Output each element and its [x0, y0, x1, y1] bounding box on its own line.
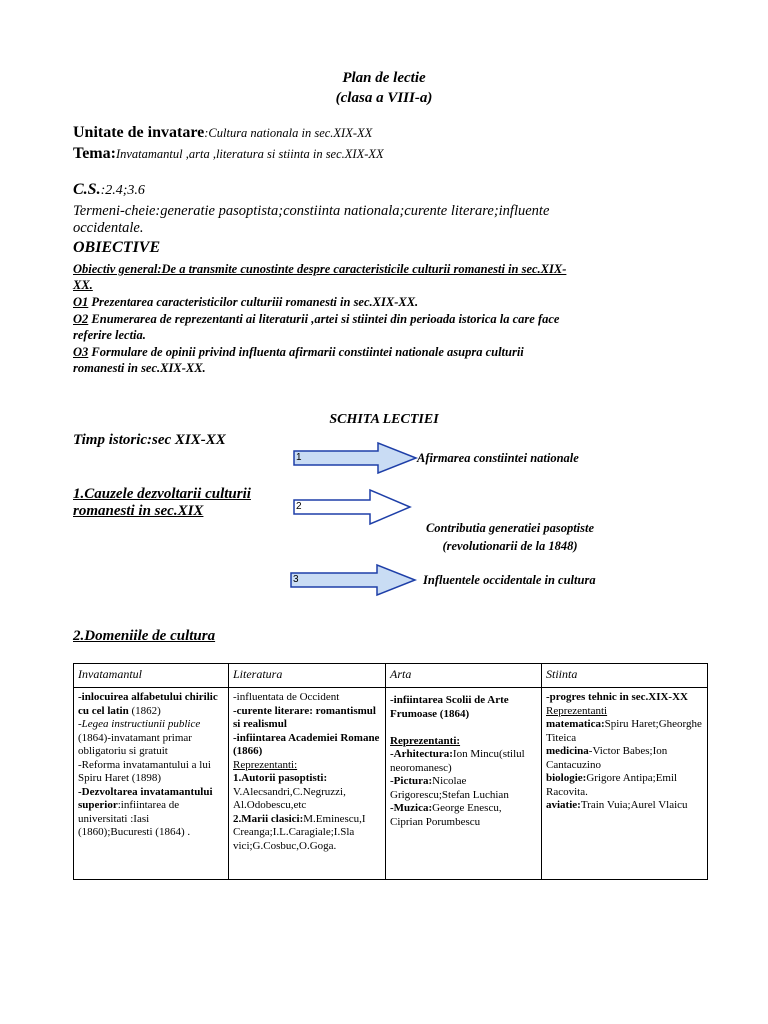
arrow-1-label: Afirmarea constiintei nationale — [417, 451, 579, 465]
page-subtitle: (clasa a VIII-a) — [335, 90, 433, 106]
arrow-1-icon — [290, 441, 420, 475]
cs-label: C.S. — [73, 181, 101, 198]
objective-o3 — [73, 344, 693, 376]
c2-clasici-names: M.Eminescu,I Creanga;I.L.Caragiale;I.Sla vici;G.Cosbuc,O.Goga. — [233, 812, 366, 852]
c3-pictura: Nicolae Grigorescu;Stefan Luchian — [390, 775, 509, 801]
c4-biologie: Grigore Antipa;Emil Racovita. — [546, 772, 678, 798]
tema-label: Tema: — [73, 145, 116, 162]
arrow-3-number: 3 — [293, 574, 299, 585]
c3-item-1: -infiintarea Scolii de Arte Frumoase (1864) — [390, 694, 509, 720]
cs-line — [73, 181, 145, 199]
termeni-line-2: occidentale. — [73, 220, 144, 236]
c1-item-1: -inlocuirea alfabetului chirilic cu cel latin — [78, 691, 218, 717]
header-arta: Arta — [386, 664, 542, 688]
c2-item-1: -influentata de Occident — [233, 691, 340, 703]
page-title: Plan de lectie — [342, 70, 426, 86]
c4-aviatie-label: aviatie: — [546, 799, 581, 811]
cell-arta — [386, 688, 542, 880]
schita-title: SCHITA LECTIEI — [329, 412, 439, 427]
o2-text-line-1: Enumerarea de reprezentanti ai literaturii ,artei si stiintei din perioada istorica la care face — [88, 312, 560, 326]
c4-biologie-label: biologie: — [546, 772, 587, 784]
objective-o2 — [73, 311, 693, 343]
o3-label: O3 — [73, 345, 89, 359]
objective-general — [73, 261, 693, 293]
termeni-line-1: Termeni-cheie:generatie pasoptista;constiinta nationala;curente literare;influente — [73, 203, 550, 219]
c2-item-2: -curente literare: romantismul si realismul — [233, 704, 376, 730]
table-row — [74, 688, 708, 880]
arrow-1-number: 1 — [296, 452, 302, 463]
c2-reprezentanti: Reprezentanti: — [233, 758, 298, 771]
arrow-3-label: Influentele occidentale in cultura — [423, 573, 596, 587]
c4-item-1: -progres tehnic in sec.XIX-XX — [546, 691, 688, 703]
header-literatura: Literatura — [229, 664, 386, 688]
c4-matematica-label: matematica: — [546, 718, 605, 730]
cs-value: :2.4;3.6 — [100, 183, 145, 198]
c1-item-2: -Legea instructiunii publice — [78, 718, 201, 730]
arrow-2-label — [350, 521, 670, 554]
c1-item-4: -Dezvoltarea invatamantului superior — [78, 785, 213, 811]
c2-autori-names: V.Alecsandri,C.Negruzzi, Al.Odobescu,etc — [233, 785, 346, 811]
arrow-2-number: 2 — [296, 501, 302, 512]
objective-o1 — [73, 294, 693, 310]
c1-item-2-text: (1864)-invatamant primar obligatoriu si gratuit — [78, 731, 192, 757]
tema-line — [73, 145, 384, 163]
c1-item-3: -Reforma invatamantului a lui Spiru Haret (1898) — [78, 758, 211, 784]
c4-medicina-label: medicina — [546, 745, 589, 757]
c3-arhitectura-label: -Arhitectura: — [390, 748, 453, 760]
unitate-label: Unitate de invatare — [73, 124, 205, 141]
objective-general-line-2: XX. — [73, 278, 93, 292]
c3-muzica-label: -Muzica: — [390, 802, 433, 814]
cauze-heading — [73, 486, 251, 520]
domenii-heading: 2.Domeniile de cultura — [73, 628, 216, 644]
cell-invatamantul — [74, 688, 229, 880]
o2-label: O2 — [73, 312, 89, 326]
o1-label: O1 — [73, 295, 89, 309]
arrow-3-icon — [287, 563, 419, 597]
header-invatamantul: Invatamantul — [74, 664, 229, 688]
arrow-2-label-line-1: Contributia generatiei pasoptiste — [425, 521, 595, 535]
c3-arhitectura: Ion Mincu(stilul neoromanesc) — [390, 748, 525, 774]
cell-stiinta — [542, 688, 708, 880]
unitate-value: :Cultura nationala in sec.XIX-XX — [204, 126, 373, 140]
cauze-line-1: 1.Cauzele dezvoltarii culturii — [73, 486, 251, 502]
cauze-line-2: romanesti in sec.XIX — [73, 503, 204, 519]
o1-text: Prezentarea caracteristicilor culturiii romanesti in sec.XIX-XX. — [88, 295, 419, 309]
c1-item-4-text: :infiintarea de universitati :Iasi (1860);Bucuresti (1864) . — [78, 799, 191, 838]
c4-reprezentanti: Reprezentanti — [546, 704, 608, 717]
c3-reprezentanti: Reprezentanti: — [390, 734, 461, 747]
c4-matematica: Spiru Haret;Gheorghe Titeica — [546, 718, 702, 744]
o3-text-line-1: Formulare de opinii privind influenta afirmarii constiintei nationale asupra culturii — [88, 345, 524, 359]
o3-text-line-2: romanesti in sec.XIX-XX. — [73, 361, 206, 375]
o2-text-line-2: referire lectia. — [73, 328, 146, 342]
unitate-line — [73, 124, 372, 142]
cell-literatura — [229, 688, 386, 880]
c3-pictura-label: -Pictura: — [390, 775, 433, 787]
c3-muzica: George Enescu, Ciprian Porumbescu — [390, 802, 502, 828]
c2-item-3: -infiintarea Academiei Romane (1866) — [233, 731, 380, 757]
objectives-heading: OBIECTIVE — [73, 239, 161, 256]
c2-autori-label: 1.Autorii pasoptisti: — [233, 772, 328, 784]
c1-item-1-year: (1862) — [128, 704, 161, 717]
timp-istoric: Timp istoric:sec XIX-XX — [73, 432, 226, 448]
header-stiinta: Stiinta — [542, 664, 708, 688]
table-header-row — [74, 664, 708, 688]
c4-medicina: -Victor Babes;Ion Cantacuzino — [546, 745, 668, 771]
domenii-table — [73, 663, 708, 880]
c2-clasici-label: 2.Marii clasici: — [233, 812, 304, 825]
c4-aviatie: Train Vuia;Aurel Vlaicu — [580, 799, 688, 811]
tema-value: Invatamantul ,arta ,literatura si stiinta in sec.XIX-XX — [115, 147, 384, 161]
objective-general-line-1: Obiectiv general:De a transmite cunostinte despre caracteristicile culturii romanesti in sec.XIX- — [73, 262, 567, 276]
termeni-cheie — [73, 203, 693, 237]
arrow-2-label-line-2: (revolutionarii de la 1848) — [442, 539, 578, 553]
